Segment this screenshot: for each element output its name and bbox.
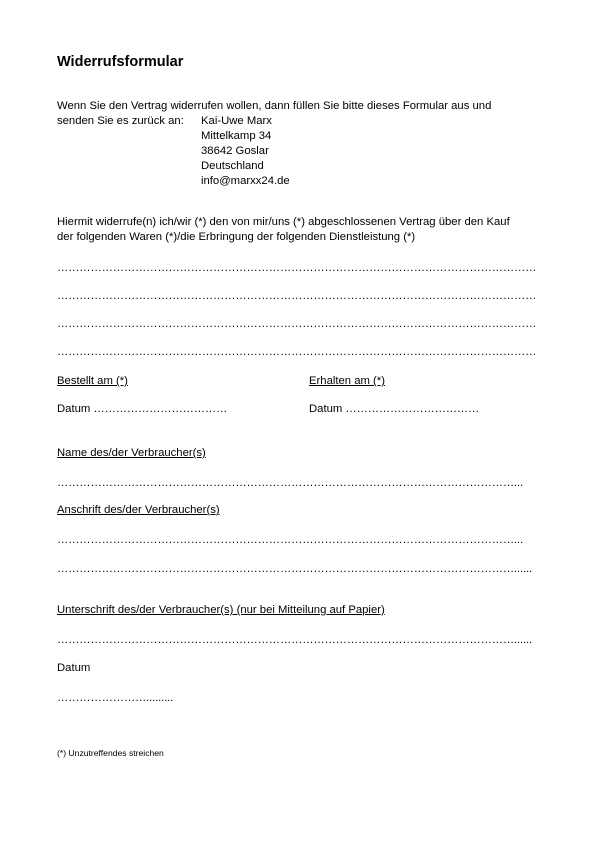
intro-line-2: senden Sie es zurück an: bbox=[57, 115, 184, 127]
goods-line-2[interactable]: ………………………………………………………………………………………………………………… bbox=[57, 290, 537, 302]
received-label: Erhalten am (*) bbox=[309, 375, 385, 387]
consumer-address-field-1[interactable]: ……………………………………………………………………………………………………………... bbox=[57, 534, 523, 546]
date-label: Datum bbox=[57, 662, 91, 674]
received-date-row bbox=[309, 403, 479, 416]
address-city: 38642 Goslar bbox=[201, 145, 269, 157]
ordered-date-prefix: Datum bbox=[57, 403, 91, 415]
page-title: Widerrufsformular bbox=[57, 54, 184, 70]
address-country: Deutschland bbox=[201, 160, 264, 172]
consumer-address-label: Anschrift des/der Verbraucher(s) bbox=[57, 504, 220, 516]
signature-field[interactable]: ……………………………………………………………………………………………………………...... bbox=[57, 634, 532, 646]
ordered-date-field[interactable]: ……………………………… bbox=[93, 403, 228, 415]
signature-label: Unterschrift des/der Verbraucher(s) (nur bei Mitteilung auf Papier) bbox=[57, 604, 385, 616]
ordered-date-row bbox=[57, 403, 227, 416]
footnote: (*) Unzutreffendes streichen bbox=[57, 748, 164, 758]
received-date-field[interactable]: ……………………………… bbox=[345, 403, 480, 415]
intro-line-1: Wenn Sie den Vertrag widerrufen wollen, dann füllen Sie bitte dieses Formular aus und bbox=[57, 100, 492, 112]
consumer-address-field-2[interactable]: ……………………………………………………………………………………………………………...... bbox=[57, 563, 532, 575]
declaration-line-1: Hiermit widerrufe(n) ich/wir (*) den von mir/uns (*) abgeschlossenen Vertrag über den Kauf bbox=[57, 216, 510, 228]
date-field[interactable]: ……………………......... bbox=[57, 692, 174, 704]
address-email: info@marxx24.de bbox=[201, 175, 290, 187]
consumer-name-label: Name des/der Verbraucher(s) bbox=[57, 447, 206, 459]
received-date-prefix: Datum bbox=[309, 403, 343, 415]
goods-line-1[interactable]: ………………………………………………………………………………………………………………… bbox=[57, 262, 537, 274]
address-name: Kai-Uwe Marx bbox=[201, 115, 272, 127]
declaration-line-2: der folgenden Waren (*)/die Erbringung der folgenden Dienstleistung (*) bbox=[57, 231, 416, 243]
ordered-label: Bestellt am (*) bbox=[57, 375, 128, 387]
address-street: Mittelkamp 34 bbox=[201, 130, 272, 142]
consumer-name-field[interactable]: ……………………………………………………………………………………………………………... bbox=[57, 477, 523, 489]
goods-line-3[interactable]: ………………………………………………………………………………………………………………… bbox=[57, 318, 537, 330]
goods-line-4[interactable]: ………………………………………………………………………………………………………………… bbox=[57, 346, 537, 358]
